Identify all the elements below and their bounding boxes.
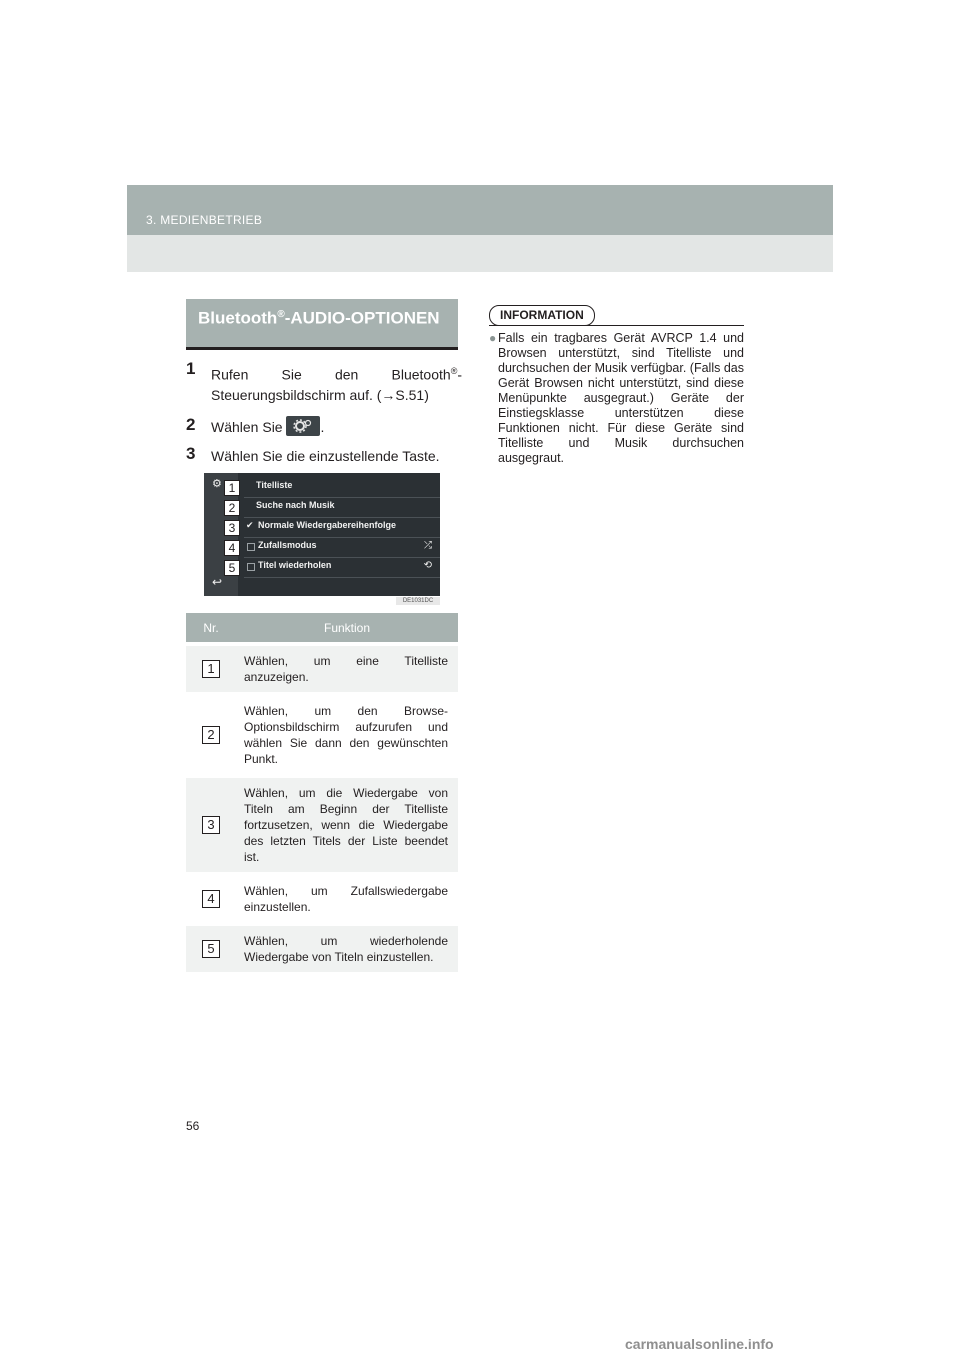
step-text-cont: -Steuerungsbildschirm auf. (→S.51): [211, 366, 462, 403]
checkbox-icon: [247, 563, 255, 571]
table-row: [186, 874, 458, 924]
step-number: 1: [186, 359, 196, 378]
table-row: [186, 776, 458, 874]
callout-badge: 5: [224, 560, 240, 576]
menu-item-suche-nach-musik[interactable]: Suche nach Musik: [244, 497, 440, 518]
section-title-main: Bluetooth: [198, 308, 278, 328]
step-number: 3: [186, 444, 196, 463]
checkbox-icon: [247, 543, 255, 551]
page-number: 56: [186, 1119, 200, 1133]
row-number-badge: 2: [202, 726, 220, 744]
row-number-badge: 3: [202, 816, 220, 834]
row-number-badge: 1: [202, 660, 220, 678]
table-row: [186, 644, 458, 694]
row-text: Wählen, um die Wiedergabe von Titeln am Beginn der Titelliste fortzusetzen, wenn die Wiedergabe des letzten Titels der Liste beendet ist.: [236, 776, 458, 874]
row-text: Wählen, um wiederholende Wiedergabe von Titeln einzustellen.: [236, 924, 458, 972]
section-title-rest: -AUDIO-OPTIONEN: [284, 308, 440, 328]
table-header-nr: Nr.: [186, 613, 236, 644]
callout-badge: 1: [224, 480, 240, 496]
callout-badge: 4: [224, 540, 240, 556]
menu-item-titelliste[interactable]: Titelliste: [244, 477, 440, 498]
step-text: Wählen Sie die einzustellende Taste.: [211, 448, 440, 464]
shuffle-icon: ⤮: [424, 540, 432, 551]
information-tag: INFORMATION: [489, 305, 595, 326]
image-code: DE1031DC: [396, 597, 440, 605]
menu-item-normale-wiedergabe[interactable]: ✔ Normale Wiedergabereihenfolge: [244, 517, 440, 538]
table-header-funktion: Funktion: [236, 613, 458, 644]
step-number: 2: [186, 415, 196, 434]
table-row: [186, 694, 458, 776]
function-table: [186, 613, 458, 972]
watermark: carmanualsonline.info: [625, 1336, 774, 1352]
bluetooth-audio-screen: [204, 473, 440, 596]
information-body: [489, 331, 744, 466]
step-1: [186, 361, 462, 405]
step-3: [186, 446, 462, 466]
row-number-badge: 5: [202, 940, 220, 958]
menu-item-zufallsmodus[interactable]: Zufallsmodus ⤮: [244, 537, 440, 558]
row-number-badge: 4: [202, 890, 220, 908]
step-text: Rufen Sie den Bluetooth: [211, 366, 451, 383]
row-text: Wählen, um eine Titelliste anzuzeigen.: [236, 644, 458, 694]
step-text: Wählen Sie: [211, 419, 283, 435]
gear-icon: [292, 418, 314, 434]
back-icon[interactable]: ↩: [212, 575, 223, 589]
header-band: [127, 185, 833, 235]
information-text: Falls ein tragbares Gerät AVRCP 1.4 und Browsen unterstützt, sind Titelliste und durchsuchen der Musik verfügbar. (Falls das Gerät Browsen nicht unterstützt, sind diese Menüpunkte ausgegraut.) Geräte der Einstiegsklasse unterstützen diese Funktionen nicht. Für diese Geräte sind Titelliste und Musik durchsuchen ausgegraut.: [498, 331, 744, 465]
step-2: [186, 417, 462, 438]
settings-button-image: [286, 416, 320, 436]
step-text-cont: .: [320, 419, 325, 435]
header-subband: [127, 235, 833, 272]
repeat-icon: ⟲: [423, 560, 432, 571]
section-title-reg: ®: [277, 309, 285, 320]
row-text: Wählen, um den Browse-Optionsbildschirm aufzurufen und wählen Sie dann den gewünschten Punkt.: [236, 694, 458, 776]
chapter-title: 3. MEDIENBETRIEB: [146, 213, 263, 227]
menu-item-titel-wiederholen[interactable]: Titel wiederholen ⟲: [244, 557, 440, 578]
table-row: [186, 924, 458, 972]
callout-badge: 2: [224, 500, 240, 516]
information-divider: [489, 325, 744, 326]
check-icon: ✔: [246, 520, 254, 530]
row-text: Wählen, um Zufallswiedergabe einzustellen.: [236, 874, 458, 924]
gear-icon: ⚙: [212, 478, 222, 490]
bullet-icon: ●: [489, 331, 497, 345]
section-title: [186, 299, 458, 350]
registered-mark: ®: [450, 366, 458, 376]
callout-badge: 3: [224, 520, 240, 536]
